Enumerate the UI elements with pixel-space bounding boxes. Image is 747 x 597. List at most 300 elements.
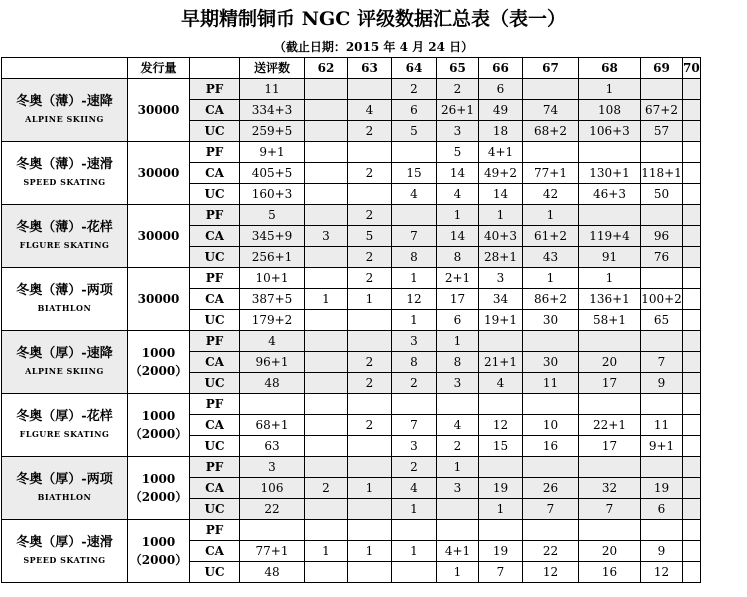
grade-count-cell-67 — [523, 520, 579, 541]
coin-name-cell — [2, 394, 128, 457]
grade-count-cell-63 — [348, 184, 392, 205]
submitted-count-cell: 10+1 — [240, 268, 305, 289]
grade-count-cell-65: 3 — [437, 121, 479, 142]
grade-count-cell-65: 1 — [437, 562, 479, 583]
submitted-count-cell: 22 — [240, 499, 305, 520]
grade-count-cell-62 — [305, 205, 348, 226]
coin-name-en: SPEED SKATING — [23, 177, 106, 187]
issue-quantity: 1000 — [141, 409, 176, 423]
grade-count-cell-67: 86+2 — [523, 289, 579, 310]
grade-count-cell-66: 14 — [479, 184, 523, 205]
strike-type-cell: UC — [190, 562, 240, 583]
grade-count-cell-66: 19 — [479, 541, 523, 562]
grade-count-cell-69 — [641, 79, 683, 100]
grade-count-cell-70 — [683, 499, 701, 520]
grade-count-cell-68: 136+1 — [579, 289, 641, 310]
grade-count-cell-69: 9 — [641, 373, 683, 394]
grade-count-cell-70 — [683, 142, 701, 163]
strike-type-cell: CA — [190, 415, 240, 436]
grade-count-cell-67 — [523, 142, 579, 163]
grade-count-cell-67: 12 — [523, 562, 579, 583]
table-row — [2, 79, 701, 100]
grade-count-cell-66: 4+1 — [479, 142, 523, 163]
grade-count-cell-69: 100+2 — [641, 289, 683, 310]
grade-count-cell-70 — [683, 415, 701, 436]
header-grade-68: 68 — [579, 58, 641, 79]
grade-count-cell-64: 2 — [392, 79, 437, 100]
submitted-count-cell: 3 — [240, 457, 305, 478]
grade-count-cell-65: 6 — [437, 310, 479, 331]
grade-count-cell-65 — [437, 394, 479, 415]
grade-count-cell-62 — [305, 415, 348, 436]
grade-count-cell-64: 7 — [392, 415, 437, 436]
grade-count-cell-70 — [683, 289, 701, 310]
issue-quantity: 30000 — [137, 229, 180, 243]
grade-count-cell-63: 1 — [348, 289, 392, 310]
issue-quantity: （2000） — [129, 553, 188, 567]
issue-quantity-cell — [128, 394, 190, 457]
header-grade-type — [190, 58, 240, 79]
grade-count-cell-64: 5 — [392, 121, 437, 142]
strike-type-cell: UC — [190, 184, 240, 205]
grade-count-cell-67: 61+2 — [523, 226, 579, 247]
grade-count-cell-62 — [305, 121, 348, 142]
issue-quantity-cell — [128, 268, 190, 331]
grade-count-cell-63: 2 — [348, 247, 392, 268]
strike-type-cell: CA — [190, 541, 240, 562]
grade-count-cell-64 — [392, 394, 437, 415]
grade-count-cell-70 — [683, 373, 701, 394]
submitted-count-cell: 387+5 — [240, 289, 305, 310]
coin-name-en: SPEED SKATING — [23, 555, 106, 565]
issue-quantity: 1000 — [141, 346, 176, 360]
header-grade-64: 64 — [392, 58, 437, 79]
grade-count-cell-62 — [305, 79, 348, 100]
grade-count-cell-67 — [523, 394, 579, 415]
grade-count-cell-63: 2 — [348, 415, 392, 436]
submitted-count-cell — [240, 520, 305, 541]
coin-name-cell — [2, 142, 128, 205]
grade-count-cell-63 — [348, 457, 392, 478]
strike-type-cell: PF — [190, 142, 240, 163]
grade-count-cell-62 — [305, 373, 348, 394]
grade-count-cell-64: 15 — [392, 163, 437, 184]
header-submitted: 送评数 — [240, 58, 305, 79]
coin-name-cn: 冬奥（厚）-两项 — [16, 472, 113, 487]
grade-count-cell-69: 96 — [641, 226, 683, 247]
grade-count-cell-68: 130+1 — [579, 163, 641, 184]
grade-count-cell-69: 57 — [641, 121, 683, 142]
submitted-count-cell: 5 — [240, 205, 305, 226]
grade-count-cell-66: 15 — [479, 436, 523, 457]
grade-count-cell-67: 7 — [523, 499, 579, 520]
issue-quantity: （2000） — [129, 364, 188, 378]
grade-count-cell-64: 1 — [392, 499, 437, 520]
grade-count-cell-70 — [683, 331, 701, 352]
grade-count-cell-70 — [683, 394, 701, 415]
grade-count-cell-64: 8 — [392, 247, 437, 268]
grade-count-cell-64: 4 — [392, 184, 437, 205]
grade-count-cell-65: 1 — [437, 457, 479, 478]
grade-count-cell-68: 119+4 — [579, 226, 641, 247]
grade-count-cell-70 — [683, 226, 701, 247]
grade-count-cell-70 — [683, 310, 701, 331]
grade-count-cell-62 — [305, 562, 348, 583]
header-grade-63: 63 — [348, 58, 392, 79]
page-title: 早期精制铜币 NGC 评级数据汇总表（表一） — [181, 8, 566, 30]
grade-count-cell-67 — [523, 79, 579, 100]
grade-count-cell-65: 3 — [437, 373, 479, 394]
grade-count-cell-65: 17 — [437, 289, 479, 310]
grade-count-cell-65 — [437, 499, 479, 520]
grade-count-cell-62 — [305, 310, 348, 331]
grade-count-cell-68: 7 — [579, 499, 641, 520]
grade-count-cell-67: 30 — [523, 352, 579, 373]
grade-count-cell-66: 28+1 — [479, 247, 523, 268]
grade-count-cell-69 — [641, 520, 683, 541]
grade-count-cell-70 — [683, 100, 701, 121]
strike-type-cell: PF — [190, 79, 240, 100]
grade-count-cell-67: 22 — [523, 541, 579, 562]
strike-type-cell: CA — [190, 163, 240, 184]
strike-type-cell: PF — [190, 205, 240, 226]
strike-type-cell: UC — [190, 499, 240, 520]
grade-count-cell-69: 19 — [641, 478, 683, 499]
grade-count-cell-65: 4 — [437, 415, 479, 436]
grade-count-cell-63: 2 — [348, 268, 392, 289]
submitted-count-cell: 63 — [240, 436, 305, 457]
header-grade-62: 62 — [305, 58, 348, 79]
coin-name-cell — [2, 79, 128, 142]
header-row — [2, 58, 701, 79]
strike-type-cell: UC — [190, 436, 240, 457]
issue-quantity: 30000 — [137, 166, 180, 180]
grade-count-cell-66: 6 — [479, 79, 523, 100]
header-issue: 发行量 — [128, 58, 190, 79]
submitted-count-cell: 48 — [240, 562, 305, 583]
grade-count-cell-69: 9+1 — [641, 436, 683, 457]
grade-count-cell-66 — [479, 394, 523, 415]
submitted-count-cell: 334+3 — [240, 100, 305, 121]
grade-count-cell-65: 26+1 — [437, 100, 479, 121]
coin-name-cn: 冬奥（厚）-速滑 — [16, 535, 113, 550]
issue-quantity-cell — [128, 520, 190, 583]
strike-type-cell: PF — [190, 520, 240, 541]
grade-count-cell-68: 1 — [579, 268, 641, 289]
grade-count-cell-70 — [683, 247, 701, 268]
strike-type-cell: UC — [190, 121, 240, 142]
grade-count-cell-62 — [305, 352, 348, 373]
issue-quantity-cell — [128, 331, 190, 394]
grade-count-cell-69 — [641, 331, 683, 352]
submitted-count-cell: 48 — [240, 373, 305, 394]
coin-name-cn: 冬奥（薄）-速滑 — [16, 157, 113, 172]
grade-count-cell-65: 4+1 — [437, 541, 479, 562]
grade-count-cell-67: 16 — [523, 436, 579, 457]
grade-count-cell-70 — [683, 184, 701, 205]
grade-count-cell-68 — [579, 457, 641, 478]
grade-count-cell-70 — [683, 352, 701, 373]
table-row — [2, 394, 701, 415]
submitted-count-cell: 68+1 — [240, 415, 305, 436]
strike-type-cell: UC — [190, 373, 240, 394]
table-row — [2, 205, 701, 226]
coin-name-en: FLGURE SKATING — [19, 429, 110, 439]
grade-count-cell-66: 1 — [479, 499, 523, 520]
grade-count-cell-63 — [348, 520, 392, 541]
submitted-count-cell — [240, 394, 305, 415]
grade-count-cell-69 — [641, 457, 683, 478]
coin-name-cn: 冬奥（厚）-花样 — [16, 409, 113, 424]
grade-count-cell-64 — [392, 562, 437, 583]
grade-count-cell-62: 1 — [305, 541, 348, 562]
grade-count-cell-64: 1 — [392, 310, 437, 331]
table-row — [2, 331, 701, 352]
grade-count-cell-67: 26 — [523, 478, 579, 499]
grade-count-cell-68 — [579, 205, 641, 226]
grade-count-cell-69: 12 — [641, 562, 683, 583]
grade-count-cell-63 — [348, 499, 392, 520]
coin-name-cn: 冬奥（薄）-花样 — [16, 220, 113, 235]
grade-count-cell-64: 8 — [392, 352, 437, 373]
grade-count-cell-70 — [683, 520, 701, 541]
grade-count-cell-67: 10 — [523, 415, 579, 436]
grade-count-cell-68: 20 — [579, 352, 641, 373]
grade-count-cell-67: 1 — [523, 205, 579, 226]
grade-count-cell-63 — [348, 310, 392, 331]
header-grade-65: 65 — [437, 58, 479, 79]
grade-count-cell-70 — [683, 79, 701, 100]
grade-count-cell-66: 34 — [479, 289, 523, 310]
grade-count-cell-69: 6 — [641, 499, 683, 520]
strike-type-cell: CA — [190, 289, 240, 310]
grade-count-cell-66: 49 — [479, 100, 523, 121]
issue-quantity-cell — [128, 142, 190, 205]
grade-count-cell-62 — [305, 436, 348, 457]
grade-count-cell-67 — [523, 331, 579, 352]
submitted-count-cell: 106 — [240, 478, 305, 499]
grade-count-cell-63: 5 — [348, 226, 392, 247]
grade-count-cell-66: 4 — [479, 373, 523, 394]
grade-count-cell-68: 22+1 — [579, 415, 641, 436]
grade-count-cell-66 — [479, 457, 523, 478]
coin-name-en: BIATHLON — [37, 492, 92, 502]
strike-type-cell: CA — [190, 100, 240, 121]
submitted-count-cell: 11 — [240, 79, 305, 100]
strike-type-cell: PF — [190, 457, 240, 478]
header-blank — [2, 58, 128, 79]
strike-type-cell: UC — [190, 247, 240, 268]
grade-count-cell-67: 42 — [523, 184, 579, 205]
grade-count-cell-62: 2 — [305, 478, 348, 499]
table-row — [2, 142, 701, 163]
grade-count-cell-63 — [348, 79, 392, 100]
submitted-count-cell: 405+5 — [240, 163, 305, 184]
grade-count-cell-69: 9 — [641, 541, 683, 562]
grade-count-cell-63: 4 — [348, 100, 392, 121]
issue-quantity: 1000 — [141, 472, 176, 486]
grade-count-cell-63: 2 — [348, 205, 392, 226]
grade-count-cell-68: 91 — [579, 247, 641, 268]
grade-count-cell-68: 20 — [579, 541, 641, 562]
grade-count-cell-69 — [641, 268, 683, 289]
grade-count-cell-64 — [392, 205, 437, 226]
coin-name-en: BIATHLON — [37, 303, 92, 313]
grade-count-cell-66: 1 — [479, 205, 523, 226]
submitted-count-cell: 256+1 — [240, 247, 305, 268]
grade-count-cell-64: 3 — [392, 436, 437, 457]
grade-count-cell-68: 108 — [579, 100, 641, 121]
grade-count-cell-65: 4 — [437, 184, 479, 205]
grade-count-cell-64: 3 — [392, 331, 437, 352]
grade-count-cell-62 — [305, 520, 348, 541]
grade-count-cell-65: 3 — [437, 478, 479, 499]
grade-count-cell-68: 17 — [579, 436, 641, 457]
grade-count-cell-69: 65 — [641, 310, 683, 331]
grade-count-cell-67: 1 — [523, 268, 579, 289]
grade-count-cell-69 — [641, 142, 683, 163]
grade-count-cell-64: 2 — [392, 373, 437, 394]
grade-count-cell-68: 16 — [579, 562, 641, 583]
grade-count-cell-65 — [437, 520, 479, 541]
grade-count-cell-65: 8 — [437, 352, 479, 373]
table-row — [2, 520, 701, 541]
grade-count-cell-62 — [305, 268, 348, 289]
grade-count-cell-65: 8 — [437, 247, 479, 268]
submitted-count-cell: 259+5 — [240, 121, 305, 142]
issue-quantity: 1000 — [141, 535, 176, 549]
grade-count-cell-66: 19+1 — [479, 310, 523, 331]
grade-count-cell-67: 77+1 — [523, 163, 579, 184]
table-row — [2, 457, 701, 478]
grade-count-cell-65: 14 — [437, 163, 479, 184]
grade-count-cell-63 — [348, 562, 392, 583]
grade-count-cell-62 — [305, 142, 348, 163]
coin-name-cn: 冬奥（薄）-两项 — [16, 283, 113, 298]
grade-count-cell-69 — [641, 205, 683, 226]
grade-count-cell-70 — [683, 268, 701, 289]
grade-count-cell-65: 2+1 — [437, 268, 479, 289]
grade-count-cell-66: 7 — [479, 562, 523, 583]
grade-count-cell-65: 14 — [437, 226, 479, 247]
grade-count-cell-62 — [305, 394, 348, 415]
table-row — [2, 268, 701, 289]
grade-count-cell-66: 49+2 — [479, 163, 523, 184]
grade-count-cell-68: 58+1 — [579, 310, 641, 331]
grade-count-cell-65: 1 — [437, 205, 479, 226]
coin-name-en: FLGURE SKATING — [19, 240, 110, 250]
issue-quantity: 30000 — [137, 292, 180, 306]
grade-count-cell-63 — [348, 331, 392, 352]
coin-name-cell — [2, 205, 128, 268]
submitted-count-cell: 9+1 — [240, 142, 305, 163]
issue-quantity: 30000 — [137, 103, 180, 117]
grade-count-cell-64: 1 — [392, 268, 437, 289]
grade-count-cell-68: 1 — [579, 79, 641, 100]
coin-name-cell — [2, 268, 128, 331]
grade-count-cell-68: 17 — [579, 373, 641, 394]
header-grade-70: 70 — [683, 58, 701, 79]
grade-count-cell-62 — [305, 331, 348, 352]
grade-count-cell-62 — [305, 247, 348, 268]
grade-count-cell-70 — [683, 457, 701, 478]
grade-count-cell-64: 2 — [392, 457, 437, 478]
grade-count-cell-70 — [683, 541, 701, 562]
grade-count-cell-64: 6 — [392, 100, 437, 121]
grade-count-cell-62 — [305, 184, 348, 205]
grade-count-cell-68: 106+3 — [579, 121, 641, 142]
grade-count-cell-67: 30 — [523, 310, 579, 331]
grade-count-cell-64: 4 — [392, 478, 437, 499]
grade-count-cell-70 — [683, 436, 701, 457]
cutoff-date: （截止日期：2015 年 4 月 24 日） — [273, 40, 474, 54]
grade-count-cell-66: 19 — [479, 478, 523, 499]
coin-name-en: ALPINE SKIING — [25, 366, 104, 376]
grade-count-cell-63: 1 — [348, 541, 392, 562]
grade-count-cell-62 — [305, 100, 348, 121]
grade-count-cell-66: 12 — [479, 415, 523, 436]
submitted-count-cell: 77+1 — [240, 541, 305, 562]
strike-type-cell: CA — [190, 226, 240, 247]
coin-name-en: ALPINE SKIING — [25, 114, 104, 124]
strike-type-cell: PF — [190, 394, 240, 415]
grade-count-cell-62 — [305, 499, 348, 520]
grade-count-cell-64 — [392, 520, 437, 541]
grade-count-cell-66 — [479, 520, 523, 541]
grade-count-cell-69: 118+1 — [641, 163, 683, 184]
coin-name-cn: 冬奥（厚）-速降 — [16, 346, 113, 361]
coin-name-cn: 冬奥（薄）-速降 — [16, 94, 113, 109]
strike-type-cell: PF — [190, 268, 240, 289]
grading-table — [1, 57, 701, 583]
submitted-count-cell: 345+9 — [240, 226, 305, 247]
grade-count-cell-69: 67+2 — [641, 100, 683, 121]
header-grade-67: 67 — [523, 58, 579, 79]
issue-quantity-cell — [128, 205, 190, 268]
issue-quantity: （2000） — [129, 490, 188, 504]
grade-count-cell-66: 40+3 — [479, 226, 523, 247]
grade-count-cell-62: 1 — [305, 289, 348, 310]
issue-quantity-cell — [128, 457, 190, 520]
grade-count-cell-67 — [523, 457, 579, 478]
grade-count-cell-68: 32 — [579, 478, 641, 499]
grade-count-cell-67: 11 — [523, 373, 579, 394]
grade-count-cell-63 — [348, 394, 392, 415]
submitted-count-cell: 160+3 — [240, 184, 305, 205]
grade-count-cell-69: 11 — [641, 415, 683, 436]
grade-count-cell-65: 2 — [437, 436, 479, 457]
grade-count-cell-64 — [392, 142, 437, 163]
grade-count-cell-63 — [348, 436, 392, 457]
grade-count-cell-67: 68+2 — [523, 121, 579, 142]
strike-type-cell: CA — [190, 352, 240, 373]
coin-name-cell — [2, 457, 128, 520]
grade-count-cell-62 — [305, 457, 348, 478]
grade-count-cell-69 — [641, 394, 683, 415]
submitted-count-cell: 4 — [240, 331, 305, 352]
coin-name-cell — [2, 520, 128, 583]
grade-count-cell-66: 18 — [479, 121, 523, 142]
grade-count-cell-63: 2 — [348, 121, 392, 142]
grade-count-cell-67: 74 — [523, 100, 579, 121]
grade-count-cell-68: 46+3 — [579, 184, 641, 205]
grade-count-cell-63: 2 — [348, 373, 392, 394]
grade-count-cell-66: 3 — [479, 268, 523, 289]
issue-quantity-cell — [128, 79, 190, 142]
grade-count-cell-68 — [579, 142, 641, 163]
grade-count-cell-65: 5 — [437, 142, 479, 163]
grade-count-cell-66: 21+1 — [479, 352, 523, 373]
